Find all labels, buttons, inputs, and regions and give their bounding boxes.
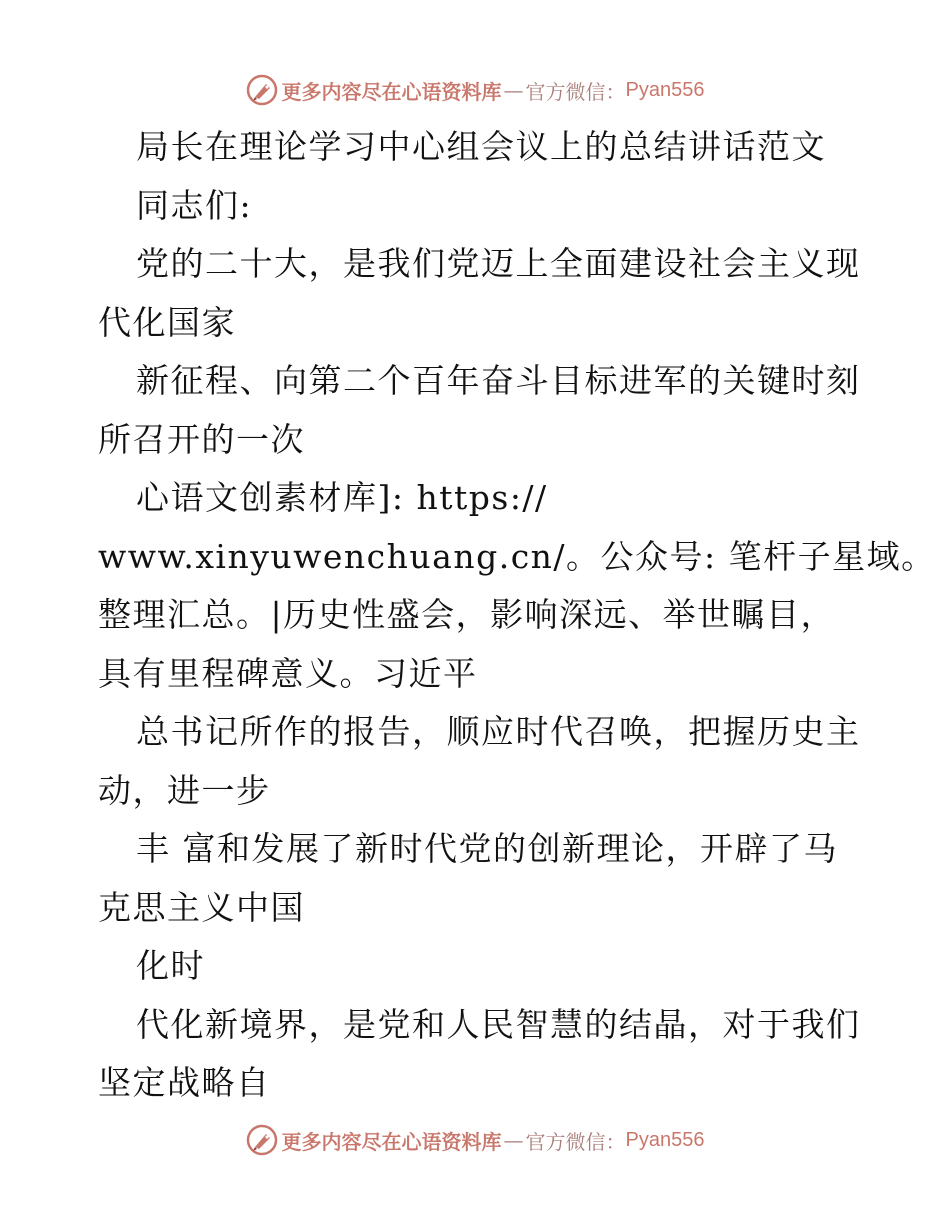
footer-watermark-banner [0,1122,950,1158]
text-line: 总书记所作的报告，顺应时代召唤，把握历史主 [136,712,861,751]
text-line: 坚定战略自 [98,1063,271,1102]
text-line: 代化新境界，是党和人民智慧的结晶，对于我们 [136,1004,861,1044]
banner-dash: — [503,78,524,102]
text-line: 党的二十大，是我们党迈上全面建设社会主义现 [136,244,861,283]
banner-wechat-id: Pyan556 [625,1128,705,1151]
banner-dash: — [503,1128,524,1152]
banner-brand-text: 更多内容尽在心语资料库 [281,79,502,104]
text-line: 丰 富和发展了新时代党的创新理论，开辟了马 [136,829,838,868]
text-line: 克思主义中国 [98,887,305,927]
text-line: www.xinyuwenchuang.cn/。公众号: 笔杆子星域。 [98,536,936,576]
document-body [98,118,936,1113]
text-line: 所召开的一次 [98,419,305,459]
banner-wechat-id: Pyan556 [625,78,705,101]
document-title: 局长在理论学习中心组会议上的总结讲话范文 [136,127,826,166]
banner-wechat-label: 官方微信： [525,79,626,104]
text-line: 整理汇总。|历史性盛会，影响深远、举世瞩目， [98,595,836,634]
pen-nib-logo-icon [246,74,278,106]
pen-nib-logo-icon [246,1124,278,1156]
text-line: 具有里程碑意义。习近平 [98,653,478,693]
text-line: 新征程、向第二个百年奋斗目标进军的关键时刻 [136,361,861,400]
text-line: 心语文创素材库]: https:// [136,478,548,517]
text-line: 代化国家 [98,302,236,342]
banner-brand-text: 更多内容尽在心语资料库 [281,1129,502,1154]
banner-wechat-label: 官方微信： [525,1129,626,1154]
text-line: 化时 [136,946,205,985]
salutation: 同志们: [136,185,253,225]
text-line: 动，进一步 [98,770,271,810]
header-watermark-banner [0,72,950,108]
